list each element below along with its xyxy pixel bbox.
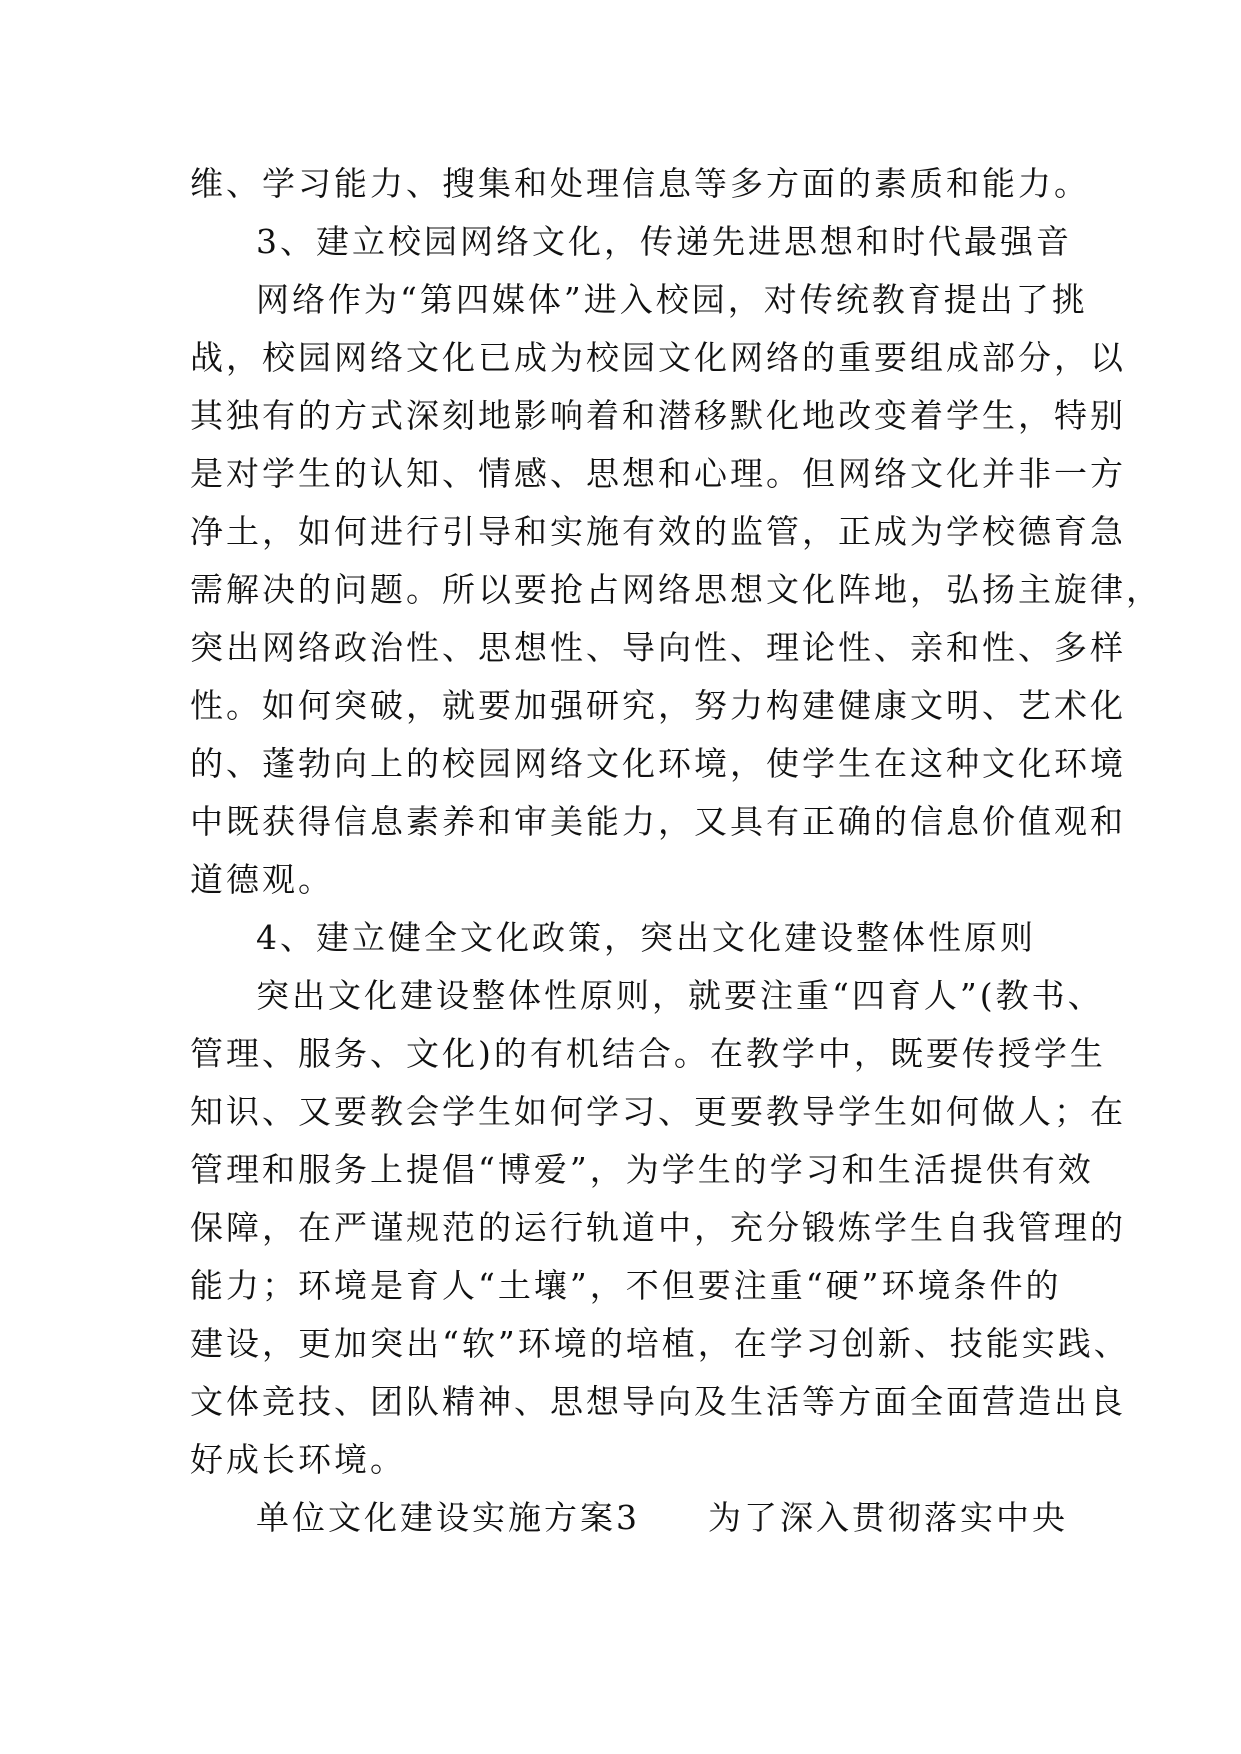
text-line: 突出文化建设整体性原则，就要注重“四育人”(教书、 (256, 976, 1104, 1015)
section-heading-4: 4、建立健全文化政策，突出文化建设整体性原则 (256, 918, 1036, 957)
body-text (190, 155, 1162, 1547)
text-line: 管理、服务、文化)的有机结合。在教学中，既要传授学生 (190, 1034, 1106, 1073)
text-line: 好成长环境。 (190, 1440, 406, 1479)
text-line: 网络作为“第四媒体”进入校园，对传统教育提出了挑 (256, 280, 1088, 319)
final-line (190, 1489, 1068, 1547)
continuation-text: 为了深入贯彻落实中央 (708, 1498, 1068, 1537)
text-line: 净土，如何进行引导和实施有效的监管，正成为学校德育急 (190, 512, 1126, 551)
text-line: 知识、又要教会学生如何学习、更要教导学生如何做人；在 (190, 1092, 1126, 1131)
text-line: 保障，在严谨规范的运行轨道中，充分锻炼学生自我管理的 (190, 1208, 1126, 1247)
text-line: 其独有的方式深刻地影响着和潜移默化地改变着学生，特别 (190, 396, 1126, 435)
text-line: 道德观。 (190, 860, 334, 899)
text-line: 文体竞技、团队精神、思想导向及生活等方面全面营造出良 (190, 1382, 1126, 1421)
text-line: 维、学习能力、搜集和处理信息等多方面的素质和能力。 (190, 164, 1090, 203)
section-heading-3: 3、建立校园网络文化，传递先进思想和时代最强音 (256, 222, 1072, 261)
text-line: 建设，更加突出“软”环境的培植，在学习创新、技能实践、 (190, 1324, 1130, 1363)
text-line: 需解决的问题。所以要抢占网络思想文化阵地，弘扬主旋律， (190, 570, 1162, 609)
text-line: 性。如何突破，就要加强研究，努力构建健康文明、艺术化 (190, 686, 1126, 725)
text-line: 能力；环境是育人“土壤”，不但要注重“硬”环境条件的 (190, 1266, 1062, 1305)
text-line: 管理和服务上提倡“博爱”，为学生的学习和生活提供有效 (190, 1150, 1094, 1189)
text-line: 中既获得信息素养和审美能力，又具有正确的信息价值观和 (190, 802, 1126, 841)
text-line: 是对学生的认知、情感、思想和心理。但网络文化并非一方 (190, 454, 1126, 493)
document-section-heading: 单位文化建设实施方案3 (256, 1498, 640, 1537)
text-line: 的、蓬勃向上的校园网络文化环境，使学生在这种文化环境 (190, 744, 1126, 783)
text-line: 突出网络政治性、思想性、导向性、理论性、亲和性、多样 (190, 628, 1126, 667)
text-line: 战，校园网络文化已成为校园文化网络的重要组成部分，以 (190, 338, 1126, 377)
